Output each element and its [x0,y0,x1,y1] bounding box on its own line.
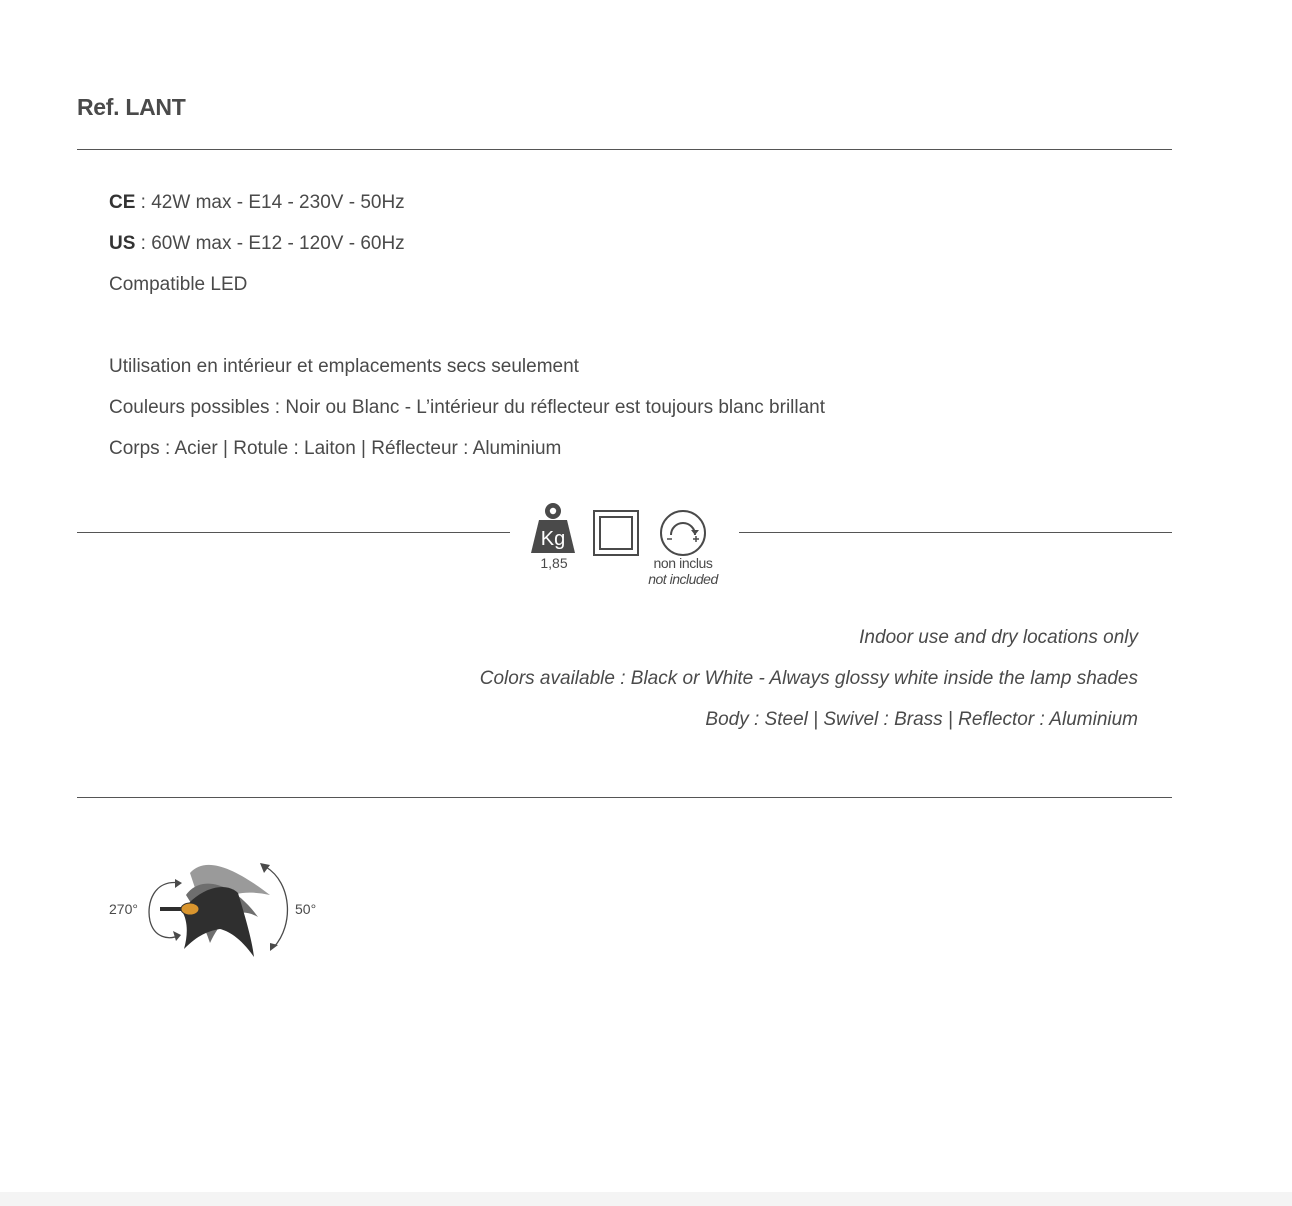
page-title: Ref. LANT [77,94,186,120]
double-insulation-icon [593,510,639,556]
page-bottom-strip [0,1192,1292,1206]
lamp-rotation-icon [144,855,296,961]
weight-icon [531,502,577,554]
divider-middle-left [77,532,510,533]
fr-usage: Utilisation en intérieur et emplacements secs seulement [109,356,579,377]
fr-colors: Couleurs possibles : Noir ou Blanc - L’intérieur du réflecteur est toujours blanc brillant [109,397,826,418]
spec-us-label: US [109,233,136,254]
spec-ce-value: : 42W max - E14 - 230V - 50Hz [135,192,405,213]
weight-value: 1,85 [540,555,568,571]
spec-ce-label: CE [109,192,136,213]
weight-symbol: Kg [540,528,566,550]
dimmer-label-fr: non inclus [653,555,713,571]
fr-materials: Corps : Acier | Rotule : Laiton | Réflecteur : Aluminium [109,438,562,459]
divider-top [77,149,1172,150]
dimmer-label-en: not included [648,571,718,587]
spec-us-value: : 60W max - E12 - 120V - 60Hz [135,233,405,254]
en-materials: Body : Steel | Swivel : Brass | Reflector : Aluminium [705,709,1138,730]
spec-us [109,232,405,256]
divider-bottom [77,797,1172,798]
divider-middle-right [739,532,1172,533]
spec-ce [109,191,405,215]
en-usage: Indoor use and dry locations only [859,627,1138,648]
dimmer-icon [659,509,707,557]
en-colors: Colors available : Black or White - Always glossy white inside the lamp shades [479,668,1138,689]
rotation-horizontal-label: 270° [109,901,138,917]
spec-led: Compatible LED [109,274,248,295]
rotation-vertical-label: 50° [295,901,317,917]
